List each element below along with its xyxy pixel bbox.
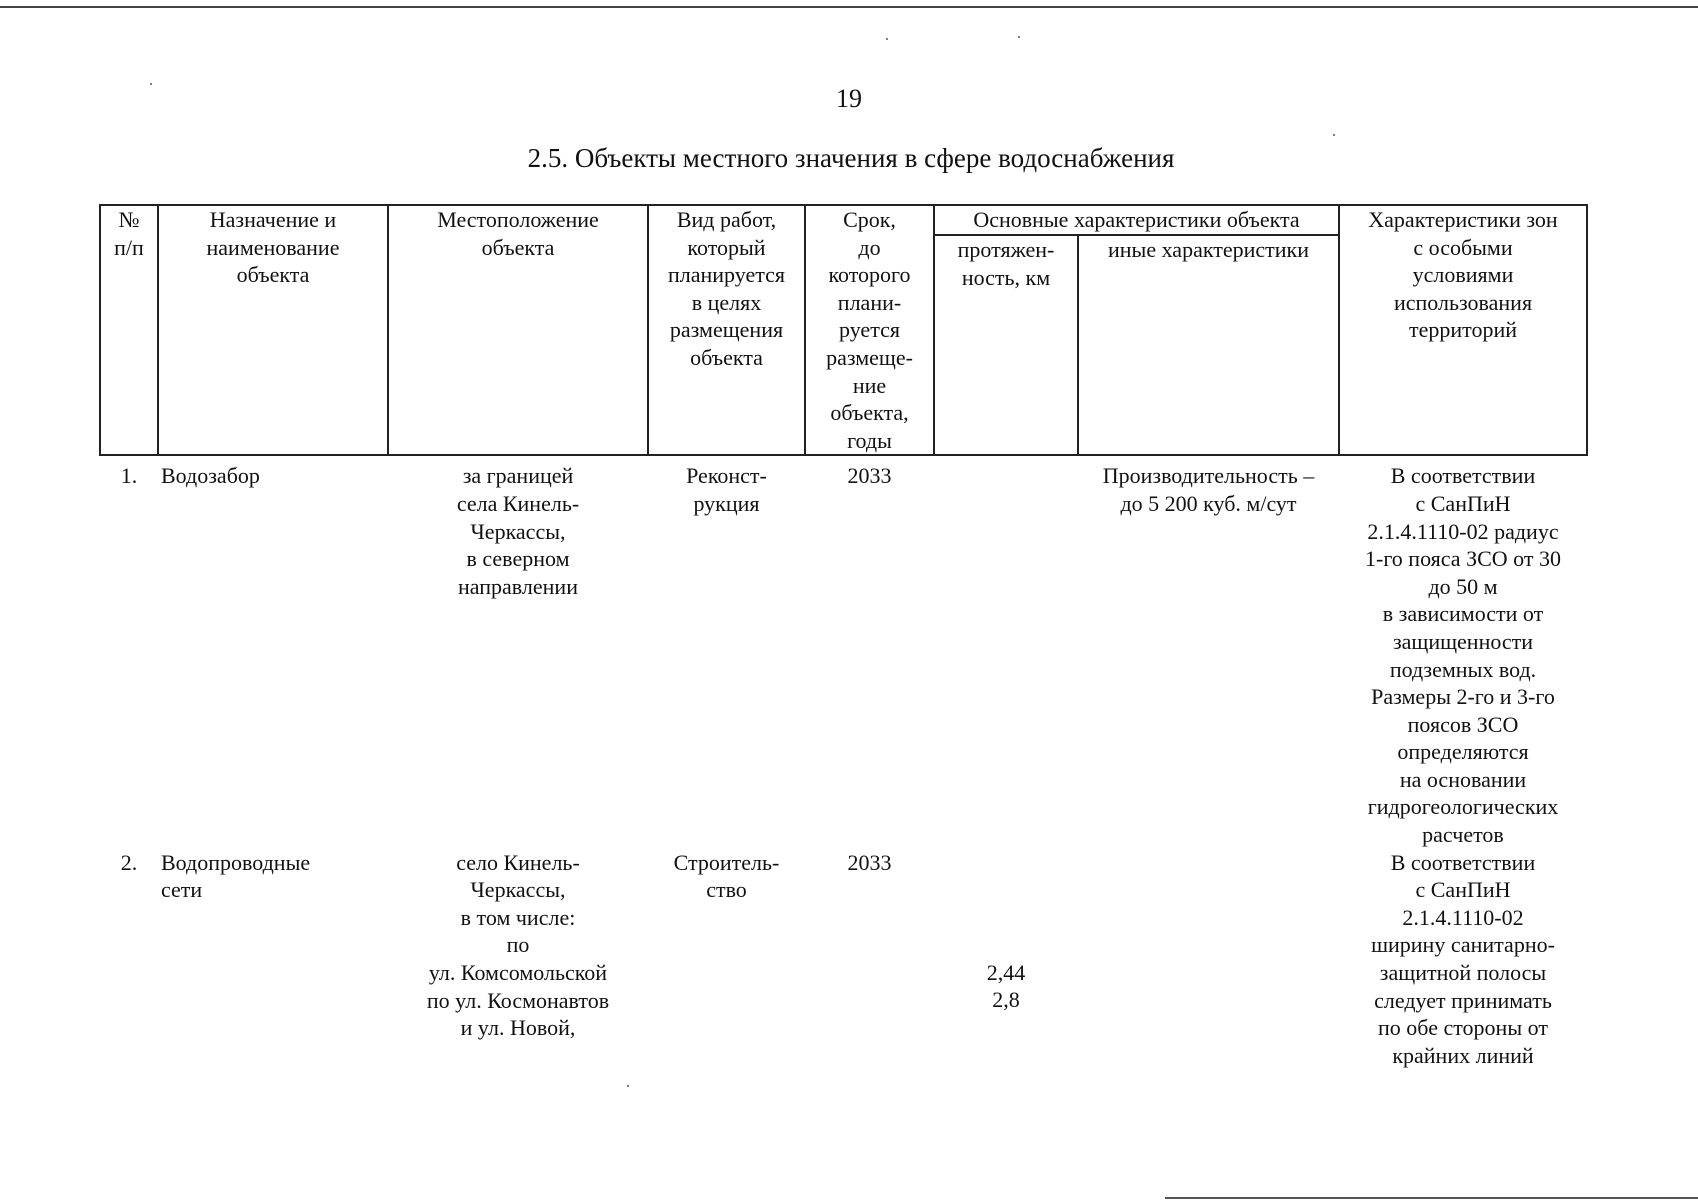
row-zones: В соответствии с СанПиН 2.1.4.1110-02 ширину санитарно- защитной полосы следует принимать по обе стороны от крайних линий (1371, 849, 1555, 1068)
scan-speck (1333, 134, 1335, 136)
top-rule (0, 6, 1698, 8)
page-number: 19 (836, 84, 862, 113)
scan-speck (886, 38, 888, 40)
row-name: Водопроводные сети (161, 849, 311, 903)
row-num: 1. (120, 463, 138, 489)
header-name: Назначение и наименование объекта (158, 205, 388, 455)
row-other (1078, 849, 1339, 1079)
page-title: 2.5. Объекты местного значения в сфере водоснабжения (527, 143, 1175, 173)
row-location: за границей села Кинель- Черкассы, в северном направлении (456, 463, 580, 599)
header-zones: Характеристики зон с особыми условиями использования территорий (1339, 205, 1587, 455)
header-num: № п/п (100, 205, 158, 455)
scan-speck (627, 1085, 629, 1087)
header-main-characteristics: Основные характеристики объекта (934, 205, 1339, 235)
bottom-rule (1165, 1197, 1698, 1199)
table-row (100, 455, 1587, 848)
row-deadline: 2033 (847, 463, 892, 489)
header-other: иные характеристики (1078, 235, 1339, 455)
header-deadline: Срок, до которого плани- руется размеще- ние объекта, годы (805, 205, 934, 455)
scan-speck (1018, 36, 1020, 38)
row-other: Производительность – до 5 200 куб. м/сут (1102, 463, 1315, 516)
row-work-type: Строитель- ство (673, 849, 780, 903)
row-work-type: Реконст- рукция (686, 463, 767, 516)
table-row (100, 849, 1587, 1079)
row-length (934, 455, 1078, 848)
row-deadline: 2033 (847, 849, 892, 875)
water-supply-objects-table (99, 204, 1588, 1079)
header-location: Местоположение объекта (388, 205, 648, 455)
header-work-type: Вид работ, который планируется в целях размещения объекта (648, 205, 805, 455)
row-num: 2. (120, 849, 138, 875)
row-length: 2,44 2,8 (986, 959, 1026, 1013)
header-length: протяжен- ность, км (934, 235, 1078, 455)
row-name: Водозабор (161, 463, 260, 489)
row-zones: В соответствии с СанПиН 2.1.4.1110-02 радиус 1-го пояса ЗСО от 30 до 50 м в зависимости от защищенности подземных вод. Размеры 2-го и 3-го поясов ЗСО определяются на основании гидрогеологических расчетов (1365, 463, 1561, 848)
row-location: село Кинель- Черкассы, в том числе: по ул. Комсомольской по ул. Космонавтов и ул. Новой, (426, 849, 610, 1041)
